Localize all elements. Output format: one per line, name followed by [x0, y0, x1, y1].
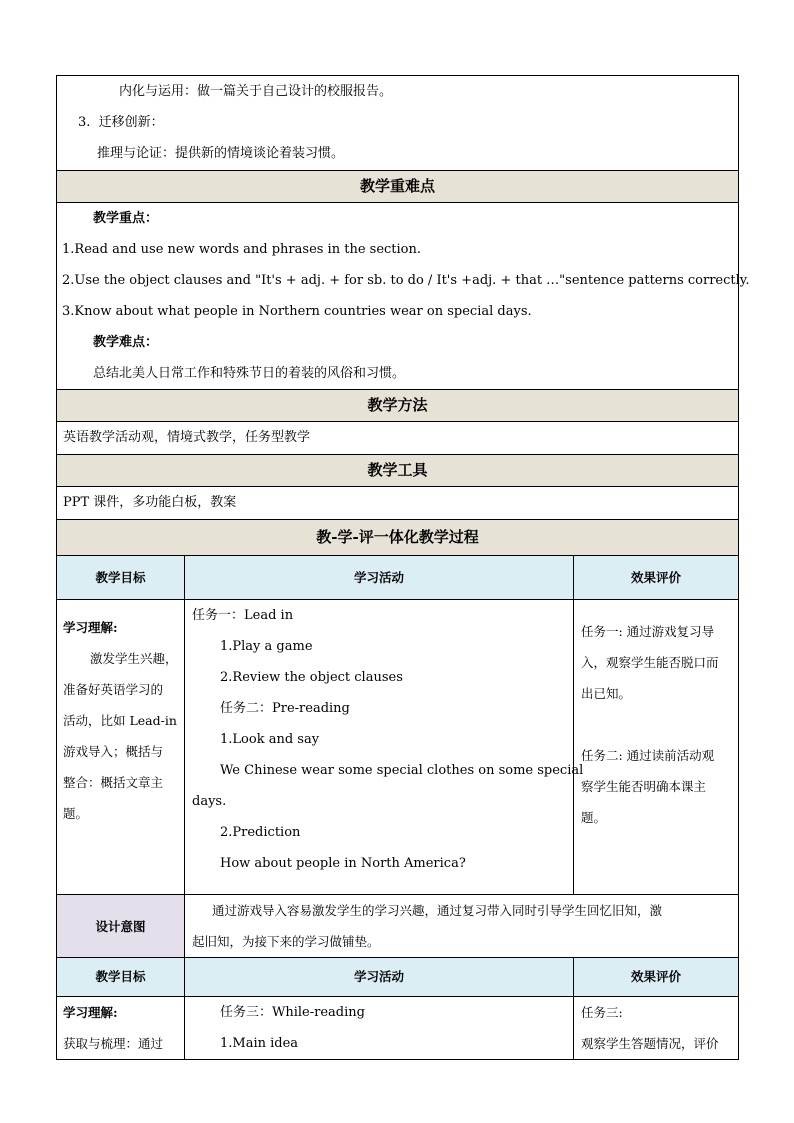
methods-text: 英语教学活动观，情境式教学，任务型教学 — [57, 422, 739, 455]
evaluation-line: 题。 — [581, 810, 607, 825]
section-heading-tools: 教学工具 — [57, 455, 739, 487]
activity-item: 1.Main idea — [220, 1036, 299, 1051]
activity-item: 2.Prediction — [220, 825, 301, 840]
task-title: 任务二：Pre-reading — [220, 701, 350, 716]
evaluation-line: 任务三: — [581, 1005, 623, 1020]
column-header-activity: 学习活动 — [185, 958, 574, 997]
objective-heading — [57, 107, 738, 138]
intent-line: 通过游戏导入容易激发学生的学习兴趣，通过复习带入同时引导学生回忆旧知，激 — [212, 903, 663, 918]
column-header-goal: 教学目标 — [57, 958, 185, 997]
section-heading-process: 教-学-评一体化教学过程 — [57, 520, 739, 556]
focus-item: 3.Know about what people in Northern countries wear on special days. — [62, 304, 532, 319]
difficulty-label: 教学难点： — [93, 335, 159, 350]
lesson-plan-table — [56, 75, 750, 1060]
activity-item: 1.Look and say — [220, 732, 320, 747]
goal-cell — [57, 600, 185, 895]
goal-line: 题。 — [63, 806, 89, 821]
goal-cell — [57, 997, 185, 1060]
focus-label: 教学重点： — [93, 211, 159, 226]
key-points-content — [57, 203, 750, 390]
goal-label: 学习理解: — [63, 620, 118, 635]
task-title: 任务三：While-reading — [220, 1005, 365, 1020]
evaluation-line: 任务二: 通过读前活动观 — [581, 748, 715, 763]
objective-number: 3. — [78, 115, 91, 130]
activity-item: How about people in North America? — [220, 856, 466, 871]
column-header-evaluation: 效果评价 — [574, 556, 739, 600]
tools-text: PPT 课件，多功能白板，教案 — [57, 487, 739, 520]
objective-line: 推理与论证：提供新的情境谈论着装习惯。 — [97, 146, 345, 161]
activity-item: 2.Review the object clauses — [220, 670, 403, 685]
task-title: 任务一：Lead in — [192, 608, 294, 623]
activity-item: 1.Play a game — [220, 639, 313, 654]
evaluation-line: 观察学生答题情况，评价 — [581, 1036, 719, 1051]
goal-label: 学习理解: — [63, 1005, 118, 1020]
section-heading-methods: 教学方法 — [57, 390, 739, 422]
activity-cell — [185, 600, 584, 895]
goal-line: 整合：概括文章主 — [63, 775, 164, 790]
intent-line: 起旧知，为接下来的学习做铺垫。 — [192, 934, 380, 949]
evaluation-line: 入，观察学生能否脱口而 — [581, 655, 719, 670]
focus-item: 2.Use the object clauses and "It's + adj. + for sb. to do / It's +adj. + that …"sentence patterns correctly. — [62, 273, 750, 288]
evaluation-spacer — [581, 709, 732, 740]
evaluation-cell — [574, 600, 739, 895]
evaluation-line: 察学生能否明确本课主 — [581, 779, 707, 794]
column-header-goal: 教学目标 — [57, 556, 185, 600]
goal-line: 获取与梳理：通过 — [63, 1036, 164, 1051]
evaluation-line: 任务一: 通过游戏复习导 — [581, 624, 715, 639]
goal-line: 激发学生兴趣， — [90, 651, 178, 666]
focus-item: 1.Read and use new words and phrases in the section. — [62, 242, 422, 257]
column-header-evaluation: 效果评价 — [574, 958, 739, 997]
column-header-activity: 学习活动 — [185, 556, 574, 600]
goal-line: 游戏导入；概括与 — [63, 744, 164, 759]
goal-line: 活动，比如 Lead-in — [63, 713, 177, 728]
evaluation-cell — [574, 997, 739, 1060]
design-intent-text — [185, 895, 739, 958]
evaluation-line: 出已知。 — [581, 686, 632, 701]
objective-line: 内化与运用：做一篇关于自己设计的校服报告。 — [119, 84, 393, 99]
goal-line: 准备好英语学习的 — [63, 682, 164, 697]
design-intent-label: 设计意图 — [57, 895, 185, 958]
difficulty-text: 总结北美人日常工作和特殊节日的着装的风俗和习惯。 — [93, 366, 406, 381]
objectives-continuation — [57, 76, 739, 171]
activity-item: We Chinese wear some special clothes on some special — [220, 763, 584, 778]
activity-cell — [185, 997, 574, 1060]
lesson-plan-document — [56, 75, 750, 1060]
objective-title: 迁移创新： — [98, 115, 164, 130]
activity-item: days. — [192, 794, 227, 809]
section-heading-key-points: 教学重难点 — [57, 171, 739, 203]
